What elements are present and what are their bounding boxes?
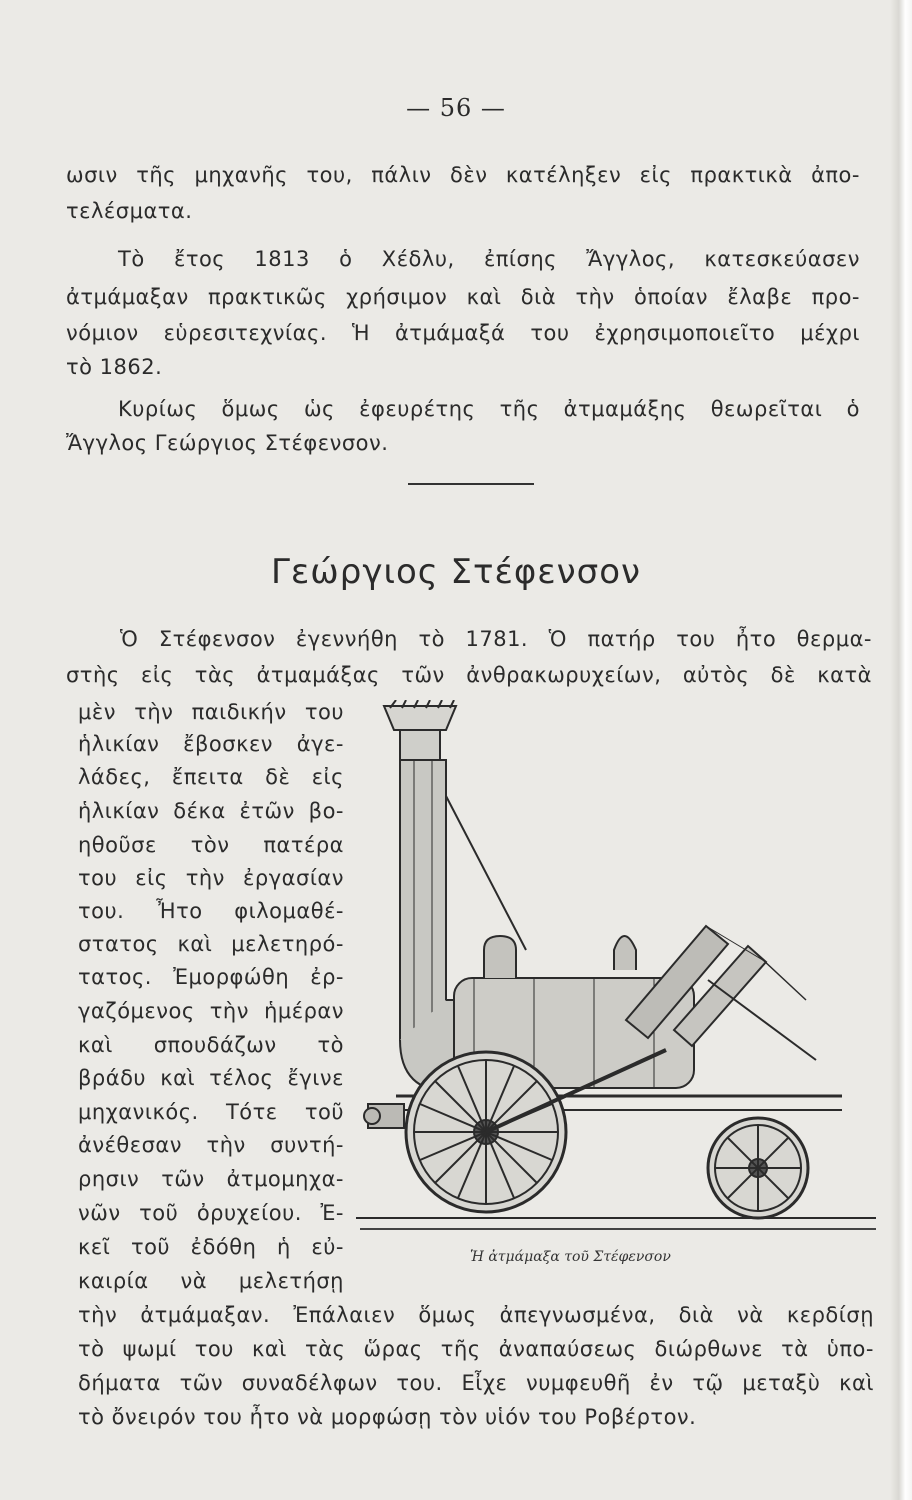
text-line: στατος καὶ μελετηρό- [78,932,344,956]
text-line: ἡλικίαν δέκα ἐτῶν βο- [78,799,344,823]
text-line: ἀνέθεσαν τὴν συντή- [78,1133,344,1157]
text-line: ρησιν τῶν ἀτμομηχα- [78,1167,344,1191]
text-line: καιρία νὰ μελετήσῃ [78,1269,344,1293]
locomotive-illustration [356,700,876,1240]
section-title: Γεώργιος Στέφενσον [270,552,642,592]
text-line: βράδυ καὶ τέλος ἔγινε [78,1066,344,1090]
text-line: καὶ σπουδάζων τὸ [78,1033,344,1057]
text-line: ἀτμάμαξαν πρακτικῶς χρήσιμον καὶ διὰ τὴν ὁποίαν ἔλαβε προ- [66,285,860,309]
text-line: τὴν ἀτμάμαξαν. Ἐπάλαιεν ὅμως ἀπεγνωσμένα, διὰ νὰ κερδίσῃ [78,1303,874,1327]
text-line: δήματα τῶν συναδέλφων του. Εἶχε νυμφευθῆ ἐν τῷ μεταξὺ καὶ [78,1371,874,1395]
rail-line [360,1228,876,1230]
text-line: ωσιν τῆς μηχανῆς του, πάλιν δὲν κατέληξεν εἰς πρακτικὰ ἀπο- [66,163,860,187]
text-line: τελέσματα. [66,199,193,223]
text-line: μηχανικός. Τότε τοῦ [78,1100,344,1124]
text-line: στὴς εἰς τὰς ἀτμαμάξας τῶν ἀνθρακωρυχείων, αὐτὸς δὲ κατὰ [66,663,872,687]
section-divider [408,483,534,485]
figure-caption: Ἡ ἀτμάμαξα τοῦ Στέφενσον [470,1249,671,1265]
text-line: του. Ἦτο φιλομαθέ- [78,899,344,923]
page-number: — 56 — [406,94,506,122]
text-line: τὸ ὄνειρόν του ἦτο νὰ μορφώσῃ τὸν υἱόν του Ροβέρτον. [78,1405,697,1429]
text-line: κεῖ τοῦ ἐδόθη ἡ εὐ- [78,1235,344,1259]
text-line: μὲν τὴν παιδικήν του [78,700,344,724]
text-line: ἡλικίαν ἔβοσκεν ἀγε- [78,732,344,756]
text-line: γαζόμενος τὴν ἡμέραν [78,999,344,1023]
page-edge [890,0,912,1500]
text-line: νόμιον εὑρεσιτεχνίας. Ἡ ἀτμάμαξά του ἐχρησιμοποιεῖτο μέχρι [66,321,860,345]
text-line: τατος. Ἐμορφώθη ἐρ- [78,965,344,989]
text-line: του εἰς τὴν ἐργασίαν [78,866,344,890]
text-line: Κυρίως ὅμως ὡς ἐφευρέτης τῆς ἀτμαμάξης θεωρεῖται ὁ [118,397,860,421]
text-line: Τὸ ἔτος 1813 ὁ Χέδλυ, ἐπίσης Ἄγγλος, κατεσκεύασεν [118,247,860,271]
text-line: τὸ ψωμί του καὶ τὰς ὥρας τῆς ἀναπαύσεως διώρθωνε τὰ ὑπο- [78,1337,874,1361]
text-line: Ἄγγλος Γεώργιος Στέφενσον. [66,431,389,455]
text-line: λάδες, ἔπειτα δὲ εἰς [78,765,344,789]
text-line: Ὁ Στέφενσον ἐγεννήθη τὸ 1781. Ὁ πατήρ του ἦτο θερμα- [120,627,872,651]
text-line: ηθοῦσε τὸν πατέρα [78,833,344,857]
text-line: νῶν τοῦ ὀρυχείου. Ἐ- [78,1201,344,1225]
text-line: τὸ 1862. [66,355,163,379]
